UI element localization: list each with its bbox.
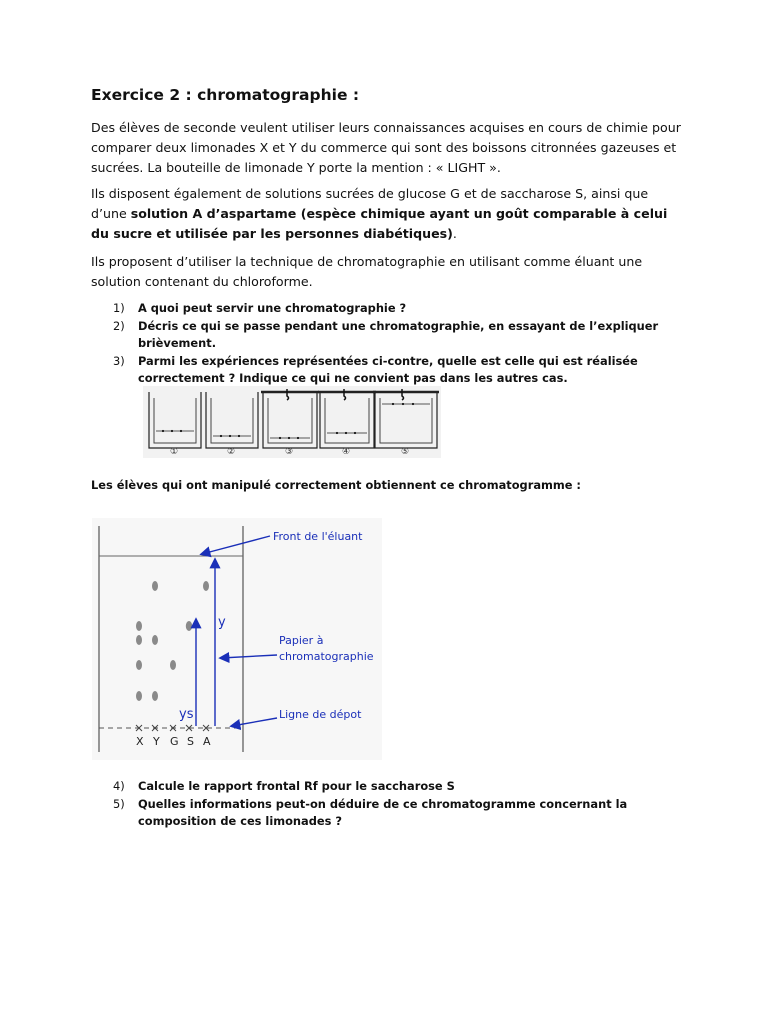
- spot: [170, 660, 176, 670]
- label-depot: Ligne de dépot: [279, 708, 362, 721]
- spot: [186, 621, 192, 631]
- question-list-b: [91, 778, 691, 831]
- lane-label-a: A: [203, 735, 211, 748]
- question-text: Parmi les expériences représentées ci-contre, quelle est celle qui est réalisée correctement ? Indique ce qui ne convient pas dans les autres cas.: [138, 353, 638, 385]
- experiments-figure: [143, 386, 441, 458]
- intro-p2-end: .: [452, 226, 457, 241]
- lane-label-g: G: [170, 735, 179, 748]
- label-paper-line1: Papier à: [279, 634, 324, 647]
- question-2: [91, 318, 691, 353]
- spot: [136, 621, 142, 631]
- question-list-a: [91, 300, 691, 388]
- lane-label-s: S: [187, 735, 194, 748]
- question-text: Calcule le rapport frontal Rf pour le saccharose S: [138, 779, 455, 793]
- experiment-label-4: ④: [342, 447, 351, 457]
- spot: [136, 691, 142, 701]
- result-sentence: Les élèves qui ont manipulé correctement obtiennent ce chromatogramme :: [91, 478, 581, 492]
- question-1: [91, 300, 691, 318]
- intro-p2-bold: solution A d’aspartame (espèce chimique ayant un goût comparable à celui du sucre et utilisée par les personnes diabétiques): [91, 206, 668, 241]
- spot: [152, 635, 158, 645]
- question-number: 2): [113, 318, 125, 333]
- experiment-label-1: ①: [170, 447, 179, 457]
- spot: [136, 660, 142, 670]
- spot: [203, 581, 209, 591]
- experiment-label-5: ⑤: [401, 447, 410, 457]
- lane-label-y: Y: [153, 735, 160, 748]
- question-5: [91, 796, 691, 831]
- question-number: 5): [113, 796, 125, 811]
- question-number: 4): [113, 779, 125, 793]
- spot: [152, 691, 158, 701]
- chromatogram-figure: [92, 518, 382, 760]
- question-4: [91, 778, 691, 796]
- chromatogram-background: [92, 518, 382, 760]
- spot: [136, 635, 142, 645]
- question-text: Quelles informations peut-on déduire de ce chromatogramme concernant la composition de ces limonades ?: [138, 796, 628, 828]
- lane-label-x: X: [136, 735, 144, 748]
- question-text: Décris ce qui se passe pendant une chromatographie, en essayant de l’expliquer brièvement.: [138, 318, 659, 350]
- question-3: [91, 353, 691, 388]
- intro-paragraph-2: [91, 184, 681, 244]
- label-paper-line2: chromatographie: [279, 650, 374, 663]
- experiment-label-2: ②: [227, 447, 236, 457]
- label-ys: ys: [179, 707, 194, 722]
- spot: [152, 581, 158, 591]
- experiment-label-3: ③: [285, 447, 294, 457]
- question-number: 3): [113, 353, 125, 368]
- question-text: A quoi peut servir une chromatographie ?: [138, 301, 407, 315]
- intro-p2-start: Ils disposent également de solutions sucrées de glucose G et de saccharose S, ainsi que d’une: [91, 186, 649, 221]
- intro-paragraph-1: Des élèves de seconde veulent utiliser leurs connaissances acquises en cours de chimie pour comparer deux limonades X et Y du commerce qui sont des boissons citronnées gazeuses et sucrées. La bouteille de limonade Y porte la mention : « LIGHT ».: [91, 120, 681, 175]
- question-number: 1): [113, 301, 125, 315]
- label-y: y: [218, 615, 226, 630]
- label-front: Front de l'éluant: [273, 530, 363, 543]
- exercise-title: Exercice 2 : chromatographie :: [91, 86, 360, 104]
- intro-paragraph-3: Ils proposent d’utiliser la technique de chromatographie en utilisant comme éluant une solution contenant du chloroforme.: [91, 254, 643, 289]
